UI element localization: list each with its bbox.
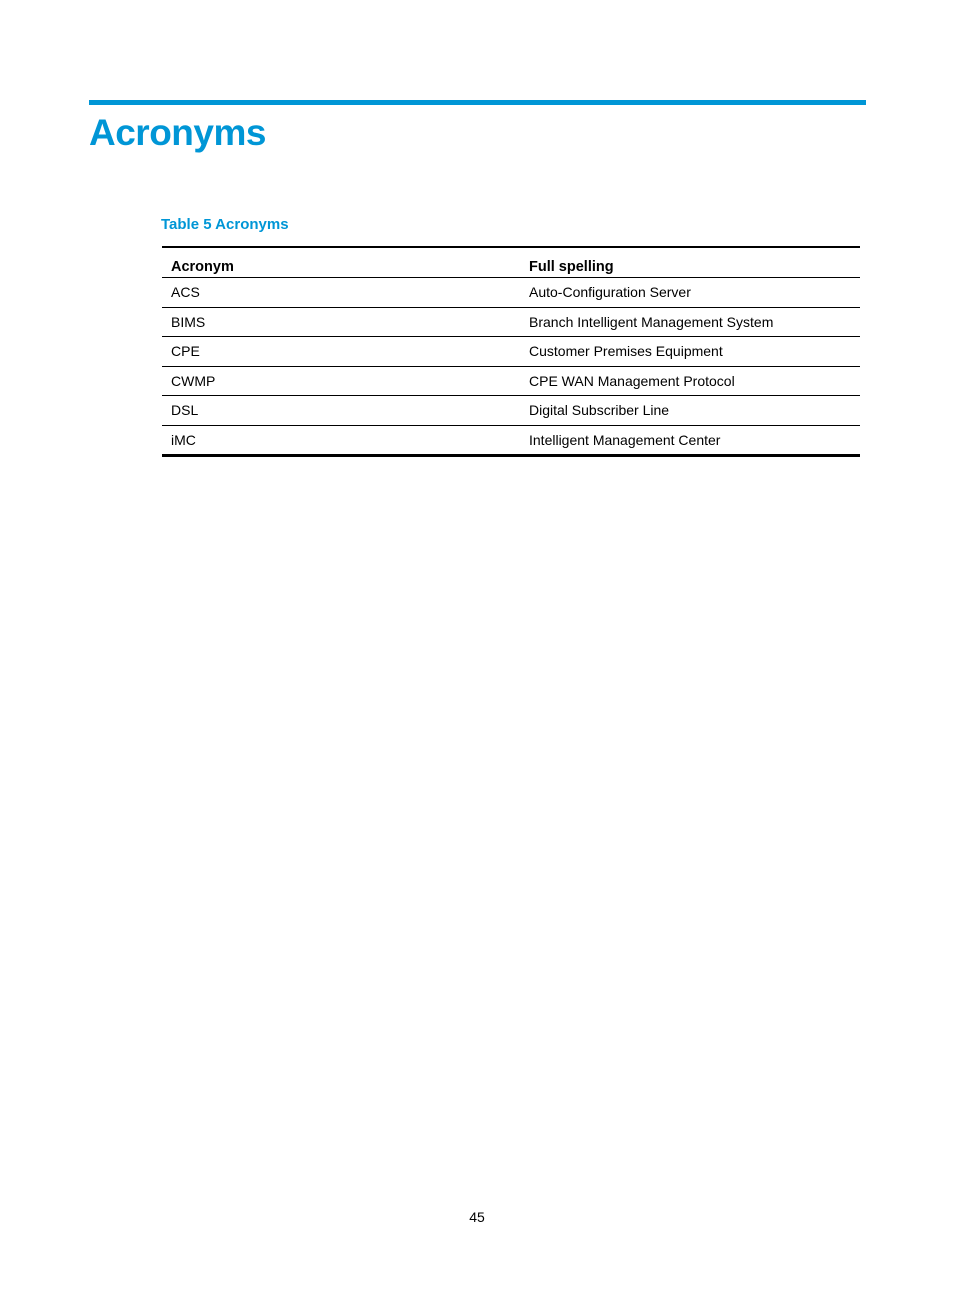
table-row <box>162 425 860 456</box>
table-row <box>162 366 860 396</box>
title-rule <box>89 100 866 105</box>
acronym-cell: CPE <box>162 337 520 367</box>
acronym-cell: DSL <box>162 396 520 426</box>
full-spelling-cell: CPE WAN Management Protocol <box>520 366 860 396</box>
table-row <box>162 278 860 308</box>
table-row <box>162 307 860 337</box>
acronym-cell: iMC <box>171 431 196 448</box>
table-caption: Table 5 Acronyms <box>161 216 289 233</box>
table-row <box>162 337 860 367</box>
full-spelling-cell: Digital Subscriber Line <box>520 396 860 426</box>
acronym-table <box>162 246 860 457</box>
page-number: 45 <box>469 1209 485 1225</box>
acronym-cell: CWMP <box>162 366 520 396</box>
column-header-full-spelling: Full spelling <box>520 247 860 278</box>
acronym-cell: BIMS <box>162 307 520 337</box>
full-spelling-cell: Branch Intelligent Management System <box>520 307 860 337</box>
full-spelling-cell: Auto-Configuration Server <box>520 278 860 308</box>
acronym-cell: ACS <box>162 278 520 308</box>
full-spelling-cell: Intelligent Management Center <box>529 431 721 448</box>
full-spelling-cell: Customer Premises Equipment <box>520 337 860 367</box>
table-header-row <box>162 247 860 278</box>
column-header-acronym: Acronym <box>162 247 520 278</box>
page-title: Acronyms <box>89 112 266 153</box>
table-row <box>162 396 860 426</box>
